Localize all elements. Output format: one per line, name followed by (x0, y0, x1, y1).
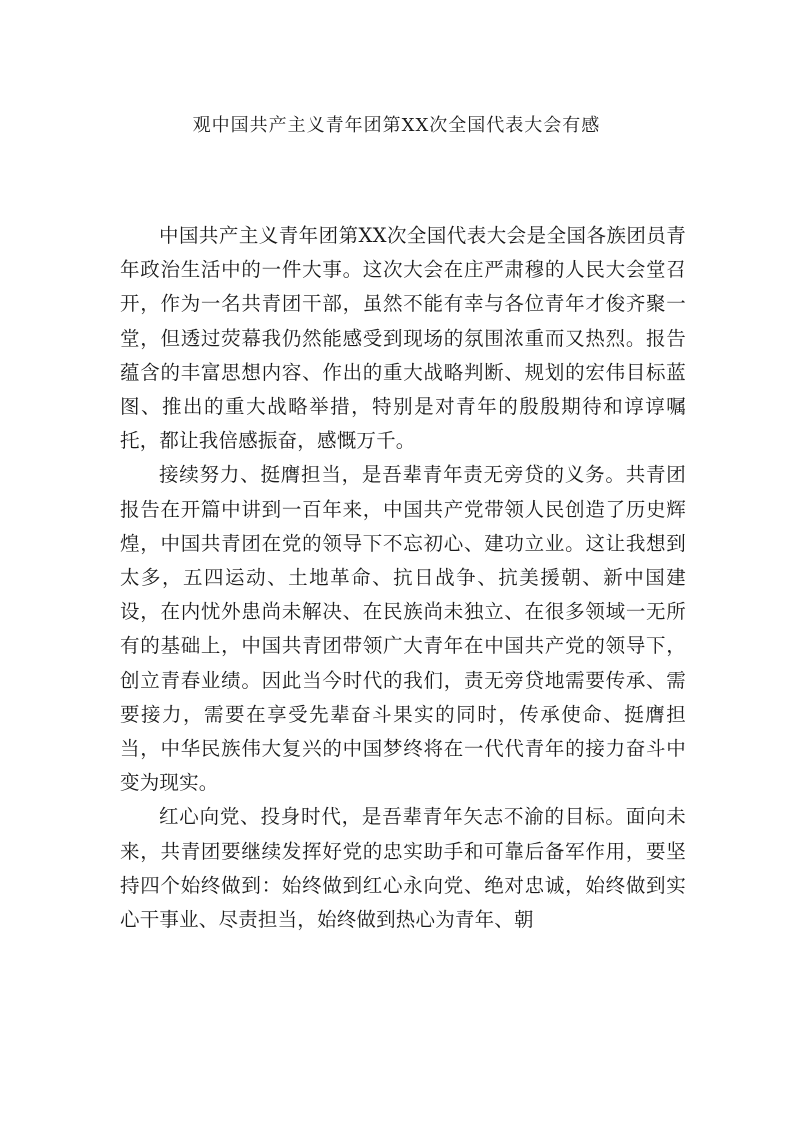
paragraph-1: 中国共产主义青年团第XX次全国代表大会是全国各族团员青年政治生活中的一件大事。这次大会在庄严肃穆的人民大会堂召开，作为一名共青团干部，虽然不能有幸与各位青年才俊齐聚一堂，但透过荧幕我仍然能感受到现场的氛围浓重而又热烈。报告蕴含的丰富思想内容、作出的重大战略判断、规划的宏伟目标蓝图、推出的重大战略举措，特别是对青年的殷殷期待和谆谆嘱托，都让我倍感振奋，感慨万千。 (120, 224, 686, 453)
document-body (120, 219, 686, 937)
document-title: 观中国共产主义青年团第XX次全国代表大会有感 (192, 115, 601, 136)
paragraph-3: 红心向党、投身时代，是吾辈青年矢志不渝的目标。面向未来，共青团要继续发挥好党的忠实助手和可靠后备军作用，要坚持四个始终做到：始终做到红心永向党、绝对忠诚，始终做到实心干事业、尽责担当，始终做到热心为青年、朝 (120, 805, 686, 932)
paragraph-2: 接续努力、挺膺担当，是吾辈青年责无旁贷的义务。共青团报告在开篇中讲到一百年来，中国共产党带领人民创造了历史辉煌，中国共青团在党的领导下不忘初心、建功立业。这让我想到太多，五四运动、土地革命、抗日战争、抗美援朝、新中国建设，在内忧外患尚未解决、在民族尚未独立、在很多领域一无所有的基础上，中国共青团带领广大青年在中国共产党的领导下，创立青春业绩。因此当今时代的我们，责无旁贷地需要传承、需要接力，需要在享受先辈奋斗果实的同时，传承使命、挺膺担当，中华民族伟大复兴的中国梦终将在一代代青年的接力奋斗中变为现实。 (120, 463, 686, 795)
